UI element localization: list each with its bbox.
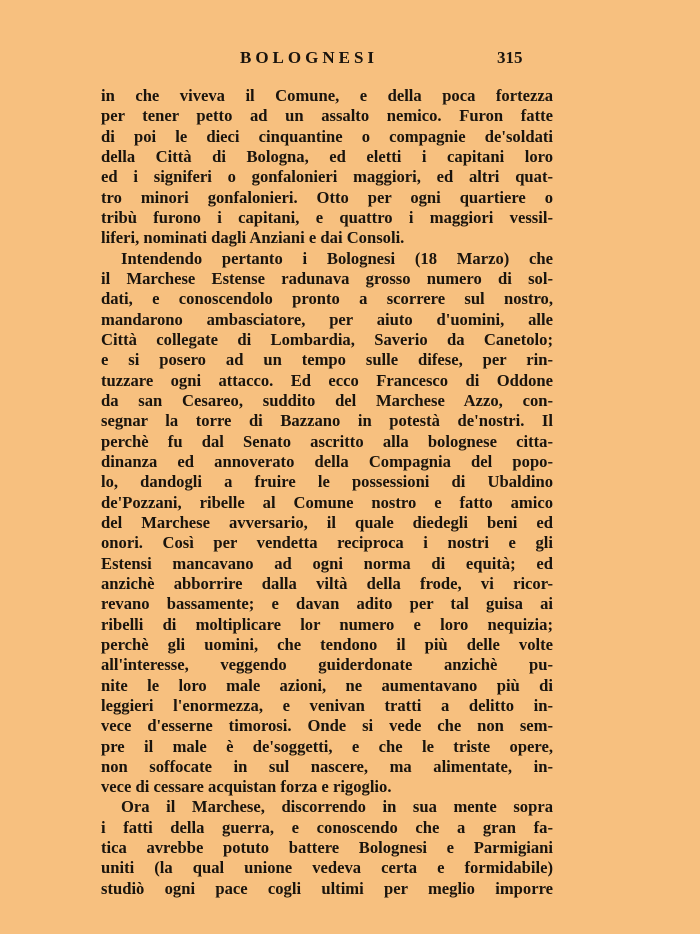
text-line: della Città di Bologna, ed eletti i capitani loro (101, 146, 553, 166)
text-line: pre il male è de'soggetti, e che le triste opere, (101, 736, 553, 756)
text-line: i fatti della guerra, e conoscendo che a gran fa- (101, 817, 553, 837)
text-line: segnar la torre di Bazzano in potestà de'nostri. Il (101, 411, 553, 431)
text-line: Intendendo pertanto i Bolognesi (18 Marzo) che (121, 248, 553, 268)
text-line: mandarono ambasciatore, per aiuto d'uomini, alle (101, 309, 553, 329)
text-line: dinanza ed annoverato della Compagnia del popo- (101, 451, 553, 471)
text-line: dati, e conoscendolo pronto a scorrere sul nostro, (101, 289, 553, 309)
running-head (0, 48, 700, 74)
text-line: e si posero ad un tempo sulle difese, per rin- (101, 350, 553, 370)
text-line: anzichè abborrire dalla viltà della frode, vi ricor- (101, 573, 553, 593)
text-line: tuzzare ogni attacco. Ed ecco Francesco di Oddone (101, 370, 553, 390)
text-line: revano bassamente; e davan adito per tal guisa ai (101, 594, 553, 614)
text-line: ribelli di moltiplicare lor numero e loro nequizia; (101, 614, 553, 634)
text-line: studiò ogni pace cogli ultimi per meglio imporre (101, 878, 553, 898)
text-line: per tener petto ad un assalto nemico. Furon fatte (101, 106, 553, 126)
text-line: vece d'esserne timorosi. Onde si vede che non sem- (101, 716, 553, 736)
text-line: lo, dandogli a fruire le possessioni di Ubaldino (101, 472, 553, 492)
text-line: perchè gli uomini, che tendono il più delle volte (101, 634, 553, 654)
text-line: tro minori gonfalonieri. Otto per ogni quartiere o (101, 187, 553, 207)
text-line: liferi, nominati dagli Anziani e dai Consoli. (101, 228, 405, 248)
text-line: da san Cesareo, suddito del Marchese Azzo, con- (101, 390, 553, 410)
text-line: di poi le dieci cinquantine o compagnie de'soldati (101, 126, 553, 146)
text-line: tica avrebbe potuto battere Bolognesi e Parmigiani (101, 838, 553, 858)
text-line: il Marchese Estense radunava grosso numero di sol- (101, 268, 553, 288)
text-line: uniti (la qual unione vedeva certa e formidabile) (101, 858, 553, 878)
text-line: tribù furono i capitani, e quattro i maggiori vessil- (101, 207, 553, 227)
page-number: 315 (497, 48, 523, 67)
text-line: ed i signiferi o gonfalonieri maggiori, ed altri quat- (101, 167, 553, 187)
text-line: leggieri l'enormezza, e venivan tratti a delitto in- (101, 695, 553, 715)
text-line: perchè fu dal Senato ascritto alla bolognese citta- (101, 431, 553, 451)
text-line: Ora il Marchese, discorrendo in sua mente sopra (121, 797, 553, 817)
text-line: de'Pozzani, ribelle al Comune nostro e fatto amico (101, 492, 553, 512)
text-line: in che viveva il Comune, e della poca fortezza (101, 86, 553, 105)
text-line: Città collegate di Lombardia, Saverio da Canetolo; (101, 329, 553, 349)
running-title: BOLOGNESI (240, 48, 379, 67)
text-line: non soffocate in sul nascere, ma alimentate, in- (101, 756, 553, 776)
text-line: nite le loro male azioni, ne aumentavano più di (101, 675, 553, 695)
text-line: all'interesse, veggendo guiderdonate anzichè pu- (101, 655, 553, 675)
text-line: del Marchese avversario, il quale diedegli beni ed (101, 512, 553, 532)
body-text (101, 86, 553, 899)
text-line: onori. Così per vendetta reciproca i nostri e gli (101, 533, 553, 553)
text-line: vece di cessare acquistan forza e rigoglio. (101, 777, 392, 797)
text-line: Estensi mancavano ad ogni norma di equità; ed (101, 553, 553, 573)
